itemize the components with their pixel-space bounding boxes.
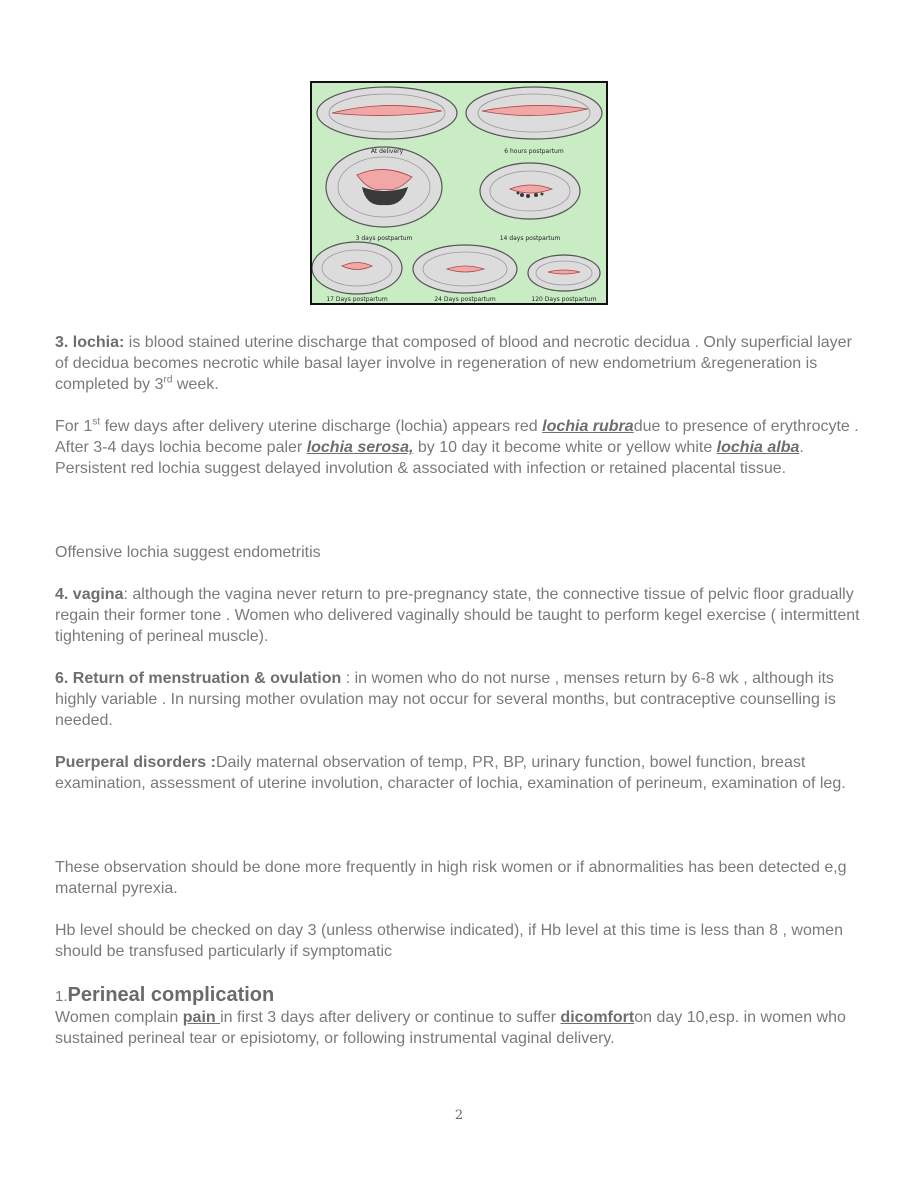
persistent-red-lochia: Persistent red lochia suggest delayed involution & associated with infection or retained placental tissue. [55,460,787,477]
offensive-lochia: Offensive lochia suggest endometritis [55,544,321,561]
vagina-section: 4. vagina: although the vagina never return to pre-pregnancy state, the connective tissue of pelvic floor gradually regain their former tone . Women who delivered vaginally should be taught to perform kegel exercise ( intermittent tightening of perineal muscle). [55,586,860,645]
lochia-alba-term: lochia alba [716,439,800,456]
lochia-section [55,332,860,395]
caption-24-days: 24 Days postpartum [434,296,496,303]
vagina-heading: 4. vagina [55,586,124,603]
page-number: 2 [454,1108,464,1123]
lochia-serosa-term: lochia serosa, [306,439,414,456]
perineal-heading-line: 1.Perineal complication [55,984,275,1006]
pain-term: pain [182,1009,221,1026]
caption-120-days: 120 Days postpartum [531,296,597,303]
puerperal-disorders-section: Puerperal disorders :Daily maternal observation of temp, PR, BP, urinary function, bowel function, breast examination, assessment of uterine involution, character of lochia, examination of perineum, examination of leg. [55,754,846,792]
caption-17-days: 17 Days postpartum [326,296,388,303]
perineal-heading: Perineal complication [67,984,275,1006]
perineal-complication-section: 1.Perineal complication Women complain pain in first 3 days after delivery or continue to suffer dicomforton day 10,esp. in women who sustained perineal tear or episiotomy, or following instrumental vaginal delivery. [55,985,860,1049]
menstruation-heading: 6. Return of menstruation & ovulation [55,670,342,687]
discomfort-term: dicomfort [560,1009,635,1026]
lochia-types-paragraph: For 1st few days after delivery uterine discharge (lochia) appears red lochia rubradue to presence of erythrocyte . After 3-4 days lochia become paler lochia serosa, by 10 day it become white or yellow white lochia alba. Persistent red lochia suggest delayed involution & associated with infection or retained placental tissue. [55,416,859,477]
observation-paragraph: These observation should be done more frequently in high risk women or if abnormalities has been detected e,g maternal pyrexia. [55,859,847,897]
lochia-definition: 3. lochia: is blood stained uterine discharge that composed of blood and necrotic decidua . Only superficial layer of decidua becomes necrotic while basal layer involve in regeneration of new endometrium &regeneration is completed by 3rd week. [55,334,852,393]
menstruation-section: 6. Return of menstruation & ovulation : in women who do not nurse , menses return by 6-8 wk , although its highly variable . In nursing mother ovulation may not occur for several months, but contraceptive counselling is needed. [55,670,836,729]
lochia-rubra-term: lochia rubra [542,418,634,435]
caption-14-days: 14 days postpartum [499,235,561,242]
lochia-heading: 3. lochia: [55,334,125,351]
caption-3-days: 3 days postpartum [355,235,413,242]
caption-6-hours: 6 hours postpartum [504,148,564,155]
caption-at-delivery: At delivery [370,148,404,155]
puerperal-heading: Puerperal disorders : [55,754,216,771]
uterine-involution-illustration [312,83,606,303]
hb-paragraph: Hb level should be checked on day 3 (unless otherwise indicated), if Hb level at this time is less than 8 , women should be transfused particularly if symptomatic [55,922,843,960]
uterine-involution-figure [310,81,608,305]
